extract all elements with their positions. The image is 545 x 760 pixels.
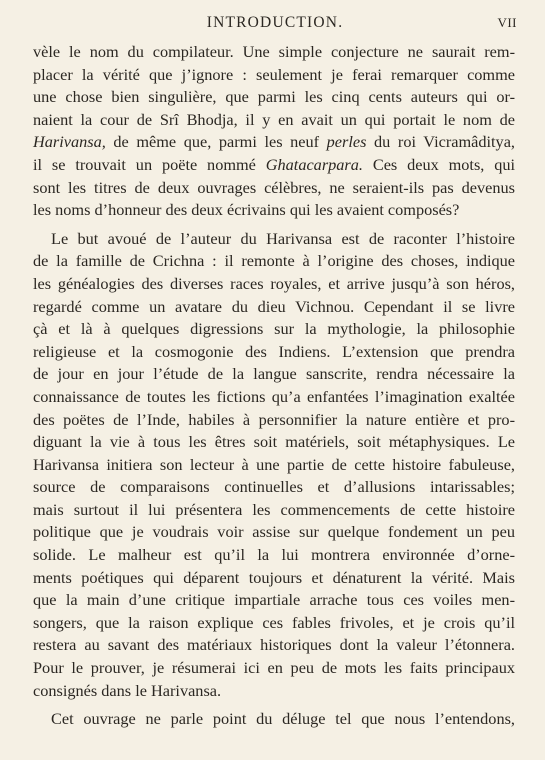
italic-text: Ghatacarpara. <box>265 154 363 174</box>
text-line <box>33 431 515 454</box>
text-line <box>33 177 515 200</box>
text-line <box>33 589 515 612</box>
text-segment: consignés dans le Harivansa. <box>33 680 222 700</box>
text-segment: du roi Vicramâditya, <box>366 132 515 152</box>
text-segment: Harivansa initiera son lecteur à une partie de cette histoire fabuleuse, <box>33 454 515 474</box>
text-line <box>33 363 515 386</box>
text-segment: placer la vérité que j’ignore : seulement je ferai remarquer comme <box>33 64 515 84</box>
text-line <box>33 318 515 341</box>
text-line <box>33 41 515 64</box>
text-segment: diguant la vie à tous les êtres soit matériels, soit métaphysiques. Le <box>33 432 515 452</box>
text-segment: Le but avoué de l’auteur du Harivansa est de raconter l’histoire <box>51 228 515 248</box>
text-segment: de jour en jour l’étude de la langue sanscrite, rendra nécessaire la <box>33 364 515 384</box>
text-line <box>33 109 515 132</box>
text-segment: des poëtes de l’Inde, habiles à personnifier la nature entière et pro- <box>33 409 515 429</box>
text-line <box>33 154 515 177</box>
text-line <box>33 454 515 477</box>
text-segment: connaissance de toutes les fictions qu’a enfantées l’imagination exaltée <box>33 386 515 406</box>
text-line <box>33 341 515 364</box>
text-line <box>33 521 515 544</box>
text-segment: une chose bien singulière, que parmi les cinq cents auteurs qui or- <box>33 87 515 107</box>
text-line <box>33 199 515 222</box>
text-segment: politique que je voudrais voir assise sur quelque fondement un peu <box>33 522 515 542</box>
paragraph <box>33 228 515 702</box>
text-segment: que la main d’une critique impartiale arrache tous ces voiles men- <box>33 590 515 610</box>
text-segment: mais surtout il lui présentera les commencements de cette histoire <box>33 499 515 519</box>
text-line <box>33 131 515 154</box>
text-segment: religieuse et la cosmogonie des Indiens. L’extension que prendra <box>33 341 515 361</box>
text-segment: Cet ouvrage ne parle point du déluge tel que nous l’entendons, <box>51 709 515 729</box>
text-line <box>33 228 515 251</box>
italic-text: perles <box>326 132 367 152</box>
page-header <box>33 14 517 36</box>
paragraph <box>33 41 515 222</box>
text-segment: de même que, parmi les neuf <box>105 132 327 152</box>
text-line <box>33 657 515 680</box>
text-line <box>33 409 515 432</box>
text-line <box>33 612 515 635</box>
text-line <box>33 476 515 499</box>
text-segment: les généalogies des diverses races royales, et arrive jusqu’à son héros, <box>33 273 515 293</box>
text-line <box>33 680 515 703</box>
text-line <box>33 634 515 657</box>
text-line <box>33 64 515 87</box>
text-segment: Pour le prouver, je résumerai ici en peu de mots les faits principaux <box>33 658 515 678</box>
text-segment: il se trouvait un poëte nommé <box>33 154 266 174</box>
text-line <box>33 86 515 109</box>
running-title: INTRODUCTION. <box>206 14 344 31</box>
text-segment: Ces deux mots, qui <box>362 154 516 174</box>
text-line <box>33 296 515 319</box>
italic-text: Harivansa, <box>33 132 106 152</box>
page-number: VII <box>497 15 517 30</box>
text-segment: regardé comme un avatare du dieu Vichnou. Cependant il se livre <box>33 296 515 316</box>
body-text <box>33 41 515 731</box>
text-segment: de la famille de Crichna : il remonte à l’origine des choses, indique <box>33 251 515 271</box>
text-line <box>33 544 515 567</box>
text-segment: ments poétiques qui déparent toujours et dénaturent la vérité. Mais <box>33 567 515 587</box>
text-segment: songers, que la raison explique ces fables frivoles, et je crois qu’il <box>33 612 515 632</box>
text-line <box>33 567 515 590</box>
text-line <box>33 273 515 296</box>
text-line <box>33 250 515 273</box>
text-line <box>33 708 515 731</box>
text-segment: restera au savant des matériaux historiques dont la valeur l’étonnera. <box>33 635 515 655</box>
text-segment: çà et là à quelques digressions sur la mythologie, la philosophie <box>33 319 515 339</box>
text-segment: les noms d’honneur des deux écrivains qui les avaient composés? <box>33 200 460 220</box>
text-segment: sont les titres de deux ouvrages célèbres, ne seraient-ils pas devenus <box>33 177 515 197</box>
text-line <box>33 386 515 409</box>
paragraph <box>33 708 515 731</box>
text-segment: solide. Le malheur est qu’il la lui montrera environnée d’orne- <box>33 545 515 565</box>
text-segment: naient la cour de Srî Bhodja, il y en avait un qui portait le nom de <box>33 109 515 129</box>
text-segment: vèle le nom du compilateur. Une simple conjecture ne saurait rem- <box>33 42 515 61</box>
text-segment: source de comparaisons continuelles et d’allusions intarissables; <box>33 477 515 497</box>
text-line <box>33 499 515 522</box>
